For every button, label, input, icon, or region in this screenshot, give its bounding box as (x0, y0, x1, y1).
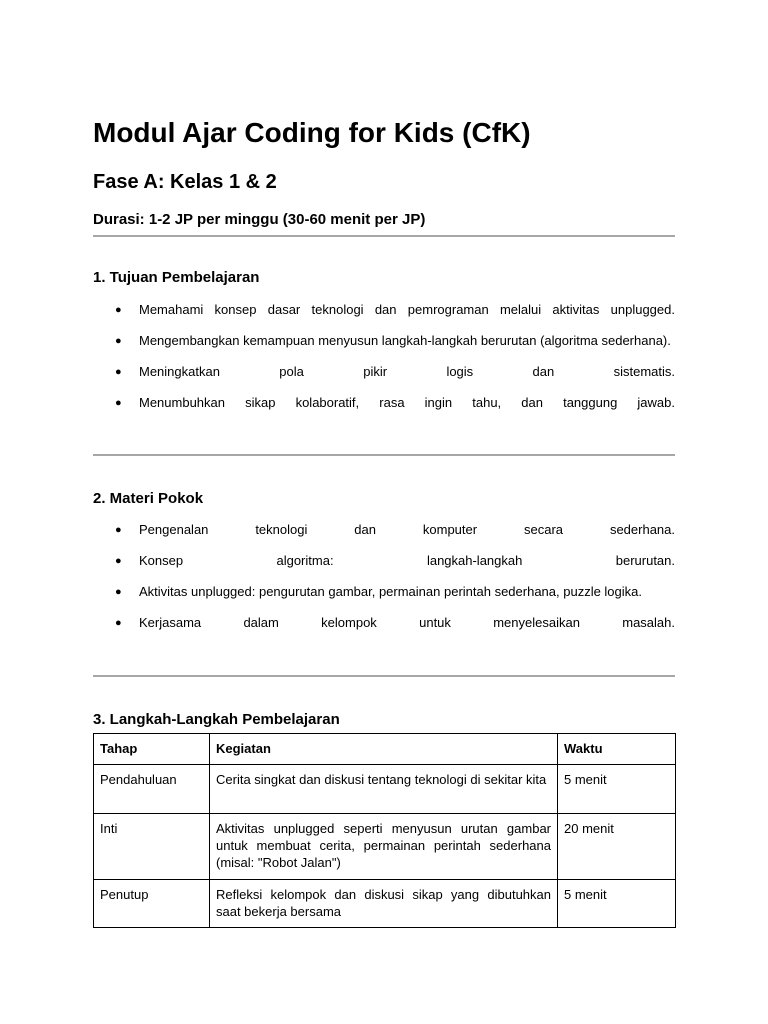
bullet-icon: ● (115, 617, 122, 629)
list-item: ● Konsep algoritma: langkah-langkah berurutan. (115, 553, 675, 568)
section-heading-langkah: 3. Langkah-Langkah Pembelajaran (93, 711, 340, 728)
table-cell-tahap: Penutup (94, 880, 210, 928)
list-item: ● Aktivitas unplugged: pengurutan gambar, permainan perintah sederhana, puzzle logika. (115, 584, 643, 599)
table-cell-waktu: 5 menit (558, 765, 676, 814)
list-tujuan (93, 302, 675, 426)
bullet-icon: ● (115, 555, 122, 567)
list-item: ● Menumbuhkan sikap kolaboratif, rasa ingin tahu, dan tanggung jawab. (115, 395, 675, 410)
learning-steps-table (93, 733, 676, 928)
bullet-icon: ● (115, 586, 122, 598)
column-header-tahap: Tahap (94, 734, 210, 765)
bullet-icon: ● (115, 524, 122, 536)
phase-heading: Fase A: Kelas 1 & 2 (93, 171, 277, 193)
bullet-icon: ● (115, 335, 122, 347)
table-header-row (94, 734, 676, 765)
table-cell-waktu: 5 menit (558, 880, 676, 928)
list-item: ● Kerjasama dalam kelompok untuk menyelesaikan masalah. (115, 615, 675, 630)
duration-line: Durasi: 1-2 JP per minggu (30-60 menit per JP) (93, 211, 426, 228)
table-row (94, 765, 676, 814)
section-heading-tujuan: 1. Tujuan Pembelajaran (93, 269, 260, 286)
column-header-waktu: Waktu (558, 734, 676, 765)
table-cell-kegiatan: Cerita singkat dan diskusi tentang teknologi di sekitar kita (210, 765, 558, 814)
table-cell-kegiatan: Refleksi kelompok dan diskusi sikap yang dibutuhkan saat bekerja bersama (210, 880, 558, 928)
bullet-icon: ● (115, 397, 122, 409)
table-row (94, 814, 676, 880)
column-header-kegiatan: Kegiatan (210, 734, 558, 765)
list-item: ● Pengenalan teknologi dan komputer secara sederhana. (115, 522, 675, 537)
document-title: Modul Ajar Coding for Kids (CfK) (93, 117, 531, 148)
table-row (94, 880, 676, 928)
table-cell-tahap: Inti (94, 814, 210, 880)
list-item: ● Mengembangkan kemampuan menyusun langkah-langkah berurutan (algoritma sederhana). (115, 333, 671, 348)
table-cell-tahap: Pendahuluan (94, 765, 210, 814)
bullet-icon: ● (115, 304, 122, 316)
horizontal-divider (93, 454, 675, 456)
list-item: ● Meningkatkan pola pikir logis dan sistematis. (115, 364, 675, 379)
table-cell-kegiatan: Aktivitas unplugged seperti menyusun urutan gambar untuk membuat cerita, permainan perintah sederhana (misal: "Robot Jalan") (210, 814, 558, 880)
horizontal-divider (93, 675, 675, 677)
section-heading-materi: 2. Materi Pokok (93, 490, 204, 507)
bullet-icon: ● (115, 366, 122, 378)
table-cell-waktu: 20 menit (558, 814, 676, 880)
horizontal-divider (93, 235, 675, 237)
list-materi (93, 522, 675, 646)
list-item: ● Memahami konsep dasar teknologi dan pemrograman melalui aktivitas unplugged. (115, 302, 675, 317)
